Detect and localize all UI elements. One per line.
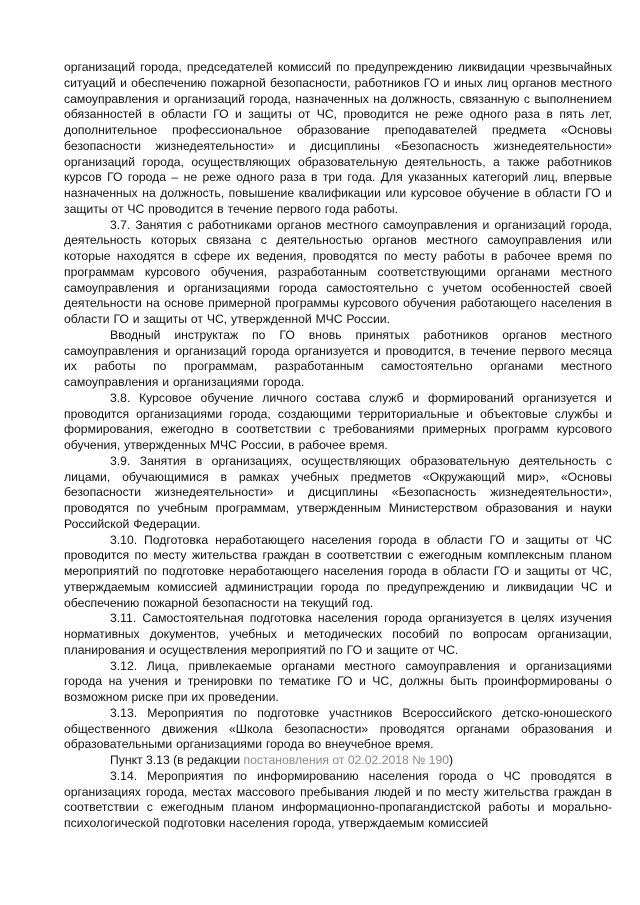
paragraph-continuation: организаций города, председателей комиссий по предупреждению ликвидации чрезвычайных ситуаций и обеспечению пожарной безопасности, работников ГО и иных лиц органов местного самоуправления и организаций города, назначенных на должность, связанную с выполнением обязанностей в области ГО и защиты от ЧС, проводится не реже одного раза в пять лет, дополнительное профессиональное образование преподавателей предмета «Основы безопасности жизнедеятельности» и дисциплины «Безопасность жизнедеятельности» организаций города, осуществляющих образовательную деятельность, а также работников курсов ГО города – не реже одного раза в три года. Для указанных категорий лиц, впервые назначенных на должность, повышение квалификации или курсовое обучение в области ГО и защиты от ЧС проводится в течение первого года работы. [64,60,612,216]
paragraph-3-7: 3.7. Занятия с работниками органов местного самоуправления и организаций города, деятельность которых связана с деятельностью органов местного самоуправления или которые находятся в сфере их ведения, проводятся по месту работы в рабочее время по программам курсового обучения, разработанным соответствующими органами местного самоуправления и организациями города самостоятельно с учетом особенностей своей деятельности на основе примерной программы курсового обучения работающего населения в области ГО и защиты от ЧС, утвержденной МЧС России. [64,217,612,326]
paragraph-3-12: 3.12. Лица, привлекаемые органами местного самоуправления и организациями города на учения и тренировки по тематике ГО и ЧС, должны быть проинформированы о возможном риске при их проведении. [64,658,612,704]
paragraph-3-13: 3.13. Мероприятия по подготовке участников Всероссийского детско-юношеского общественного движения «Школа безопасности» проводятся органами образования и образовательными организациями города во внеучебное время. [64,705,612,752]
amendment-link[interactable]: постановления от 02.02.2018 № 190 [243,753,450,767]
paragraph-3-10: 3.10. Подготовка неработающего населения города в области ГО и защиты от ЧС проводится по месту жительства граждан в соответствии с ежегодным комплексным планом мероприятий по подготовке неработающего населения города в области ГО и защиты от ЧС, утверждаемым комиссией администрации города по предупреждению и ликвидации ЧС и обеспечению пожарной безопасности на текущий год. [64,532,612,610]
amendment-note [64,753,612,769]
amendment-note-prefix: Пункт 3.13 (в редакции [110,753,244,767]
paragraph-3-14: 3.14. Мероприятия по информированию населения города о ЧС проводятся в организациях города, местах массового пребывания людей и по месту жительства граждан в соответствии с ежегодным планом информационно-пропагандистской работы и морально-психологической подготовки населения города, утверждаемым комиссией [64,768,612,830]
amendment-note-suffix: ) [449,753,454,767]
paragraph-3-8: 3.8. Курсовое обучение личного состава служб и формирований организуется и проводится организациями города, создающими территориальные и объектовые службы и формирования, ежегодно в соответствии с требованиями примерных программ курсового обучения, утвержденных МЧС России, в рабочее время. [64,390,612,452]
paragraph-induction-briefing: Вводный инструктаж по ГО вновь принятых работников органов местного самоуправления и организаций города организуется и проводится, в течение первого месяца их работы по программам, разработанным самостоятельно органами местного самоуправления и организациями города. [64,327,612,389]
document-page [64,60,612,832]
paragraph-3-9: 3.9. Занятия в организациях, осуществляющих образовательную деятельность с лицами, обучающимися в рамках учебных предметов «Окружающий мир», «Основы безопасности жизнедеятельности» и дисциплины «Безопасность жизнедеятельности», проводятся по учебным программам, утвержденным Министерством образования и науки Российской Федерации. [64,453,612,531]
paragraph-3-11: 3.11. Самостоятельная подготовка населения города организуется в целях изучения нормативных документов, учебных и методических пособий по вопросам организации, планирования и осуществления мероприятий по ГО и защите от ЧС. [64,611,612,657]
